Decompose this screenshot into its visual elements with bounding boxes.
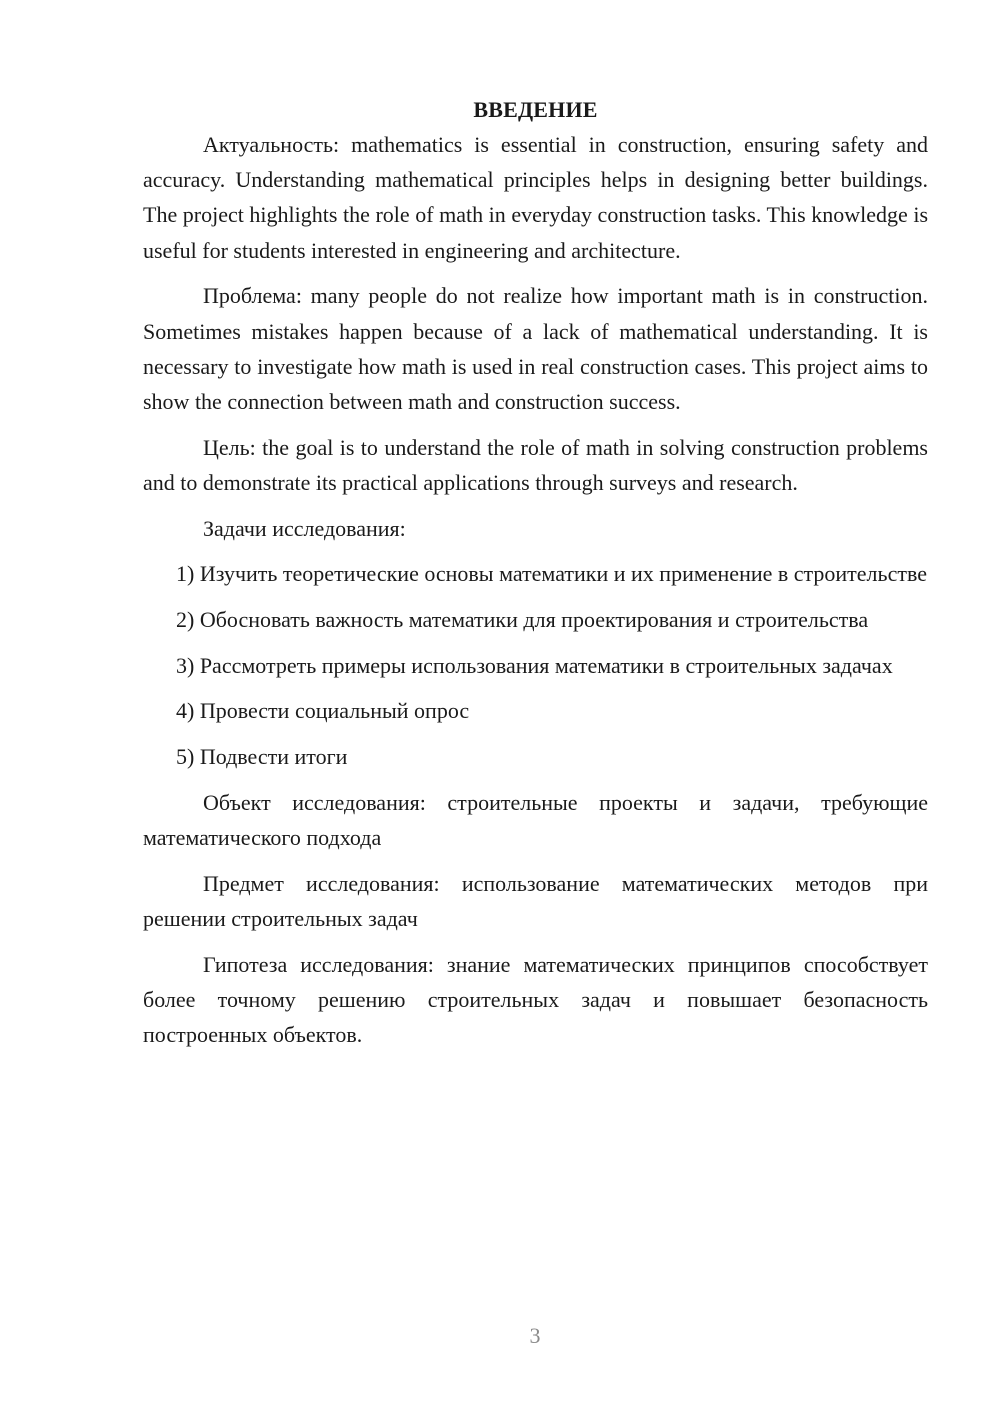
page-number: 3 bbox=[529, 1323, 541, 1348]
list-item: 3) Рассмотреть примеры использования математики в строительных задачах bbox=[176, 652, 893, 678]
list-item: 1) Изучить теоретические основы математики и их применение в строительстве bbox=[176, 561, 927, 587]
list-item: 2) Обосновать важность математики для проектирования и строительства bbox=[176, 606, 869, 632]
list-item: 5) Подвести итоги bbox=[176, 744, 348, 770]
paragraph-object: Объект исследования: строительные проекты и задачи, требующие математического подхода bbox=[143, 789, 928, 850]
list-item: 4) Провести социальный опрос bbox=[176, 698, 470, 724]
paragraph-hypothesis: Гипотеза исследования: знание математических принципов способствует более точному решению строительных задач и повышает безопасность построенных объектов. bbox=[143, 951, 928, 1047]
paragraph-subject: Предмет исследования: использование математических методов при решении строительных задач bbox=[143, 870, 928, 931]
tasks-heading: Задачи исследования: bbox=[203, 515, 406, 541]
document-page bbox=[143, 92, 928, 1063]
paragraph-relevance: Актуальность: mathematics is essential in construction, ensuring safety and accuracy. Understanding mathematical principles helps in designing better buildings. The project highlights the role of math in everyday construction tasks. This knowledge is useful for students interested in engineering and architecture. bbox=[143, 132, 928, 263]
section-title: ВВЕДЕНИЕ bbox=[473, 97, 598, 122]
paragraph-problem: Проблема: many people do not realize how important math is in construction. Sometimes mistakes happen because of a lack of mathematical understanding. It is necessary to investigate how math is used in real construction cases. This project aims to show the connection between math and construction success. bbox=[143, 283, 928, 414]
tasks-list bbox=[143, 556, 928, 774]
paragraph-goal: Цель: the goal is to understand the role of math in solving construction problems and to demonstrate its practical applications through surveys and research. bbox=[143, 434, 928, 495]
